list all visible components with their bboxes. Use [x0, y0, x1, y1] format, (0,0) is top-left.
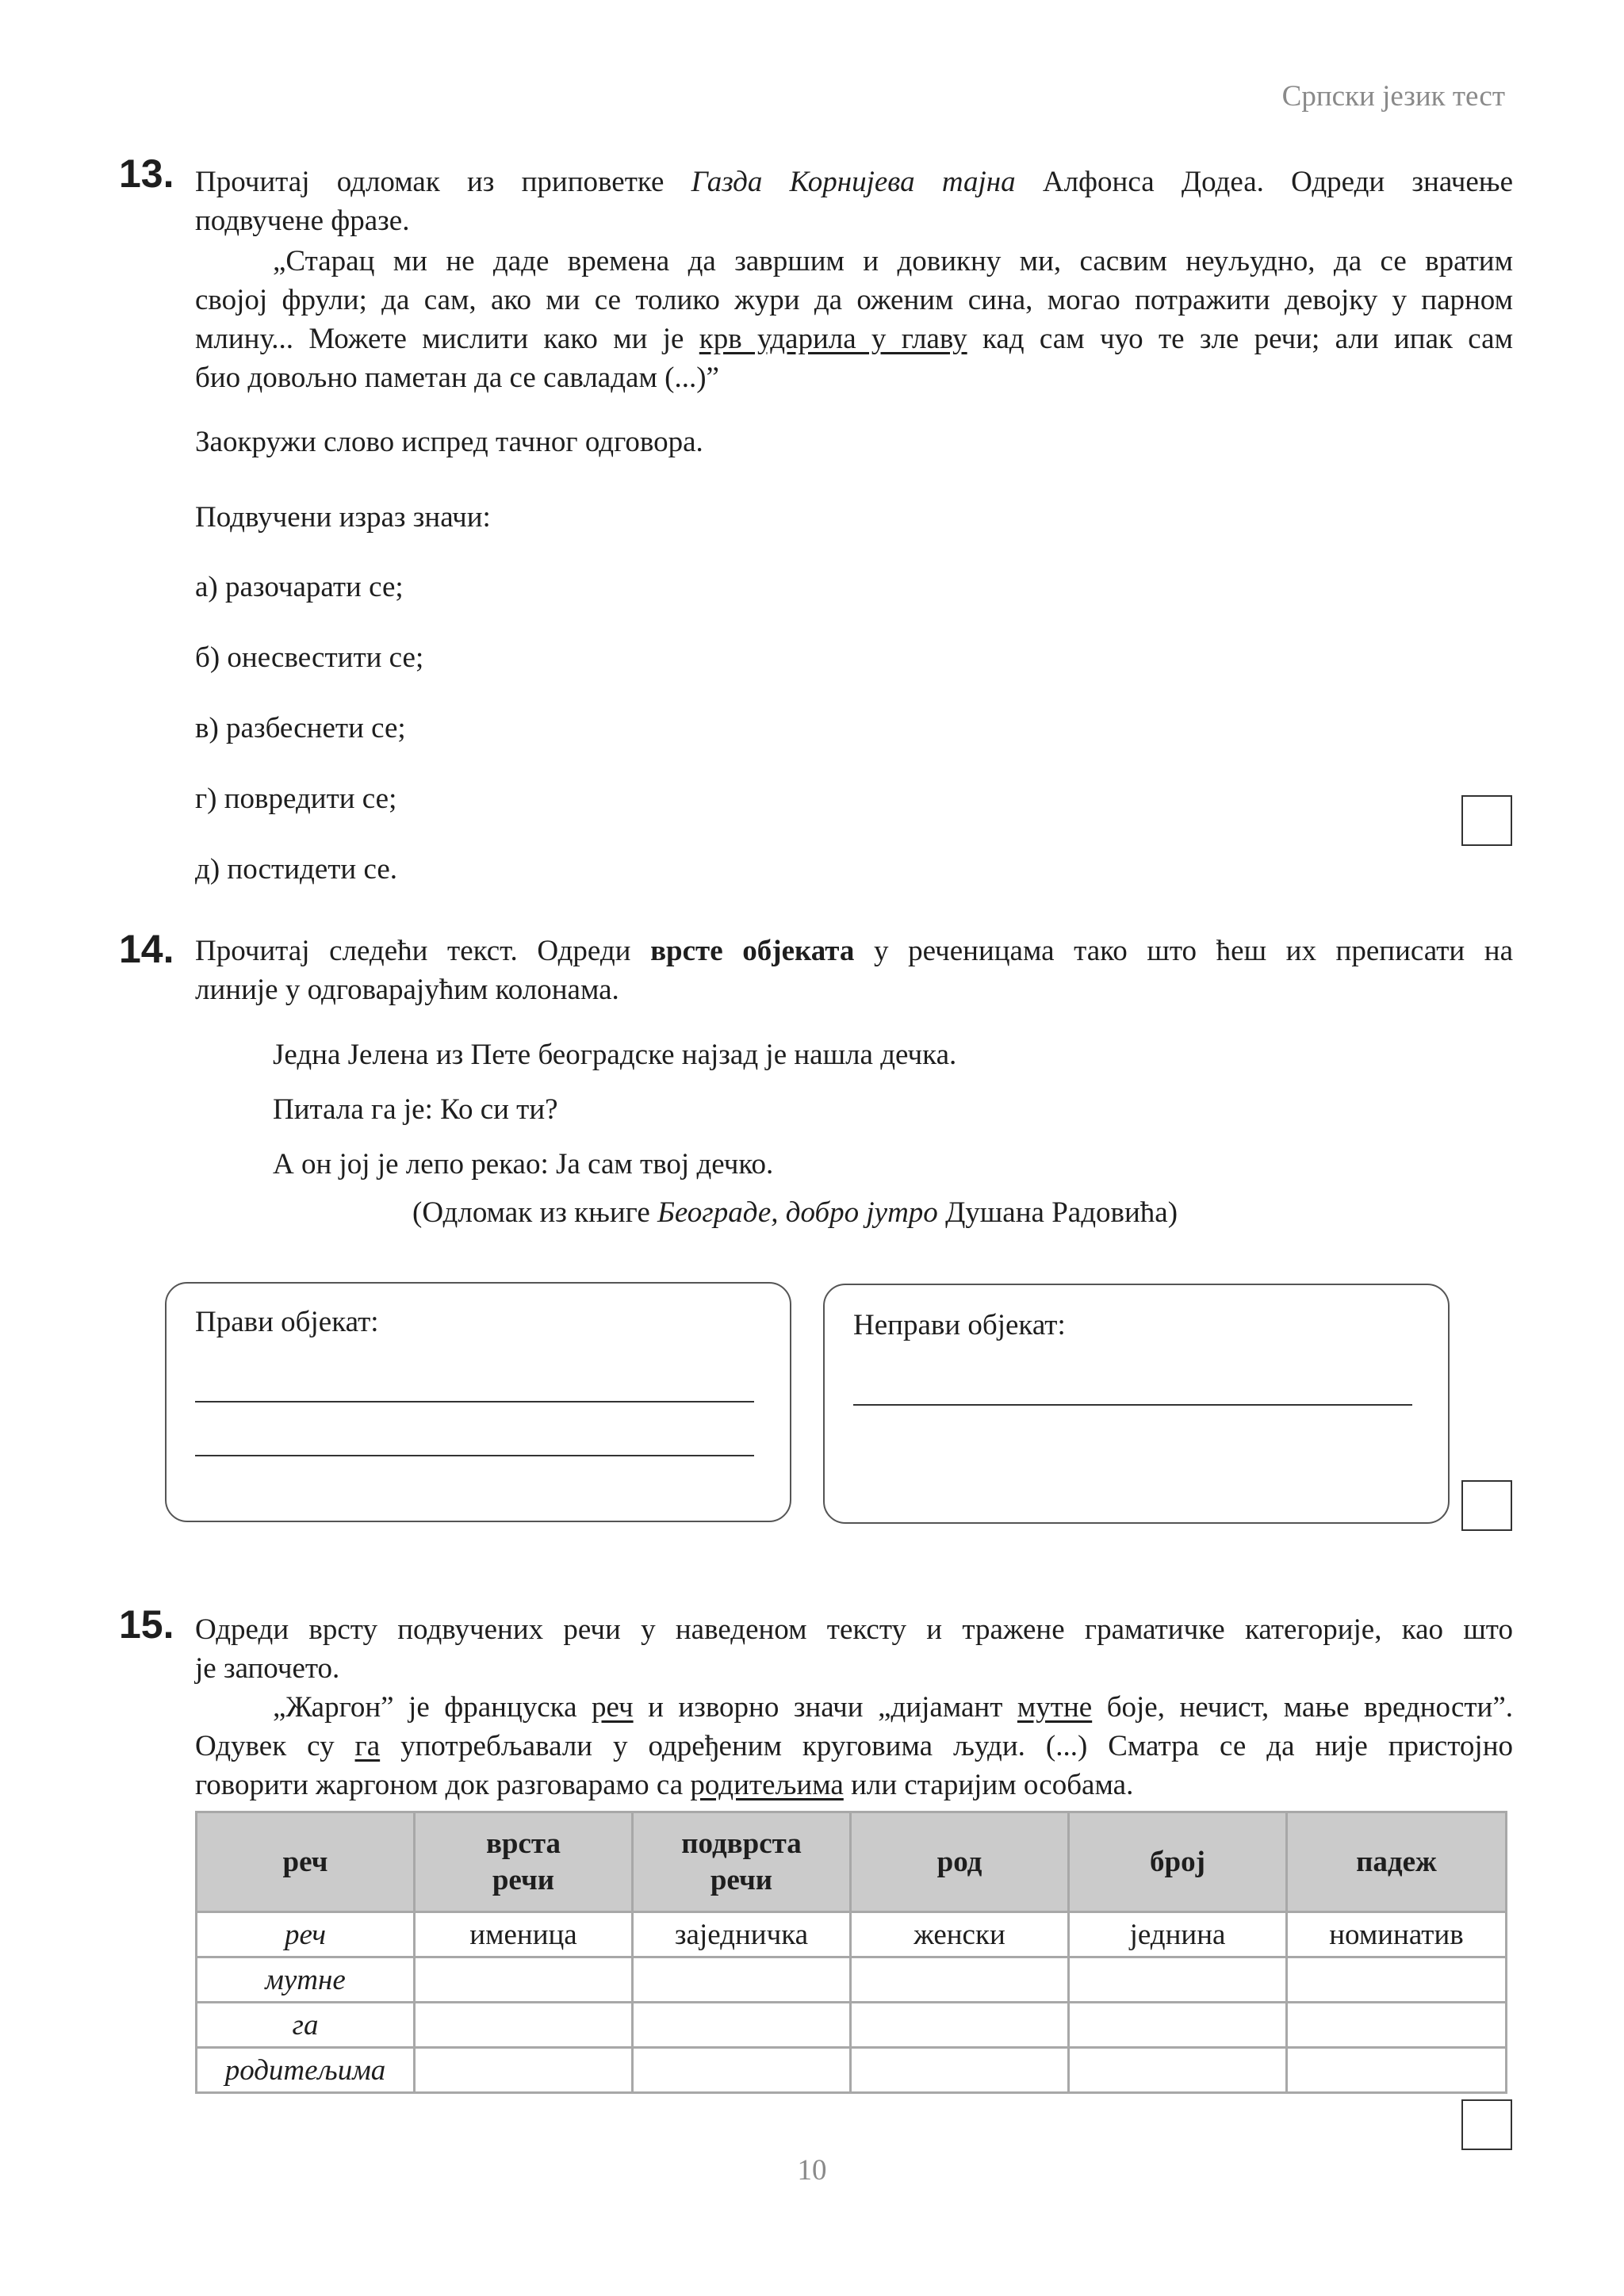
word-cell: мутне: [197, 1957, 415, 2003]
answer-cell[interactable]: [1069, 1957, 1287, 2003]
column-header: број: [1069, 1812, 1287, 1912]
table-cell: номинатив: [1287, 1912, 1507, 1957]
word-cell: родитељима: [197, 2048, 415, 2093]
answer-cell[interactable]: [851, 1957, 1069, 2003]
question-13-prompt-line2: подвучене фразе.: [195, 205, 410, 237]
table-cell: именица: [415, 1912, 633, 1957]
table-row: [197, 2048, 1507, 2093]
table-row: [197, 1957, 1507, 2003]
table-header-row: [197, 1812, 1507, 1912]
direct-object-label: Прави објекат:: [195, 1306, 379, 1338]
question-14-prompt-line2: линије у одговарајућим колонама.: [195, 974, 619, 1006]
question-14-prompt-line1: Прочитај следећи текст. Одреди врсте објеката у реченицама тако што ћеш их преписати на: [195, 935, 1513, 967]
poem-source: (Одломак из књиге Београде, добро јутро Душана Радовића): [412, 1196, 1178, 1229]
passage-line: „Жаргон” је француска реч и изворно значи „дијамант мутне боје, нечист, мање вредности”.: [273, 1691, 1514, 1724]
column-header: врста речи: [415, 1812, 633, 1912]
passage-line: млину... Можете мислити како ми је крв ударила у главу кад сам чуо те зле речи; али ипак сам: [195, 323, 1513, 355]
answer-cell[interactable]: [415, 2048, 633, 2093]
table-row: [197, 1912, 1507, 1957]
answer-cell[interactable]: [1287, 1957, 1507, 2003]
answer-option-b[interactable]: б) онесвестити се;: [195, 641, 424, 674]
page-number: 10: [797, 2154, 827, 2187]
passage-line: „Старац ми не даде времена да завршим и довикну ми, сасвим неуљудно, да се вратим: [273, 245, 1513, 277]
score-box[interactable]: [1461, 2099, 1512, 2150]
answer-cell[interactable]: [415, 1957, 633, 2003]
poem-line: Питала га је: Ко си ти?: [273, 1093, 558, 1126]
answer-cell[interactable]: [1287, 2003, 1507, 2048]
question-14-number: 14.: [119, 927, 174, 971]
answer-line[interactable]: [853, 1404, 1412, 1406]
table-row: [197, 2003, 1507, 2048]
answer-option-d[interactable]: г) повредити се;: [195, 783, 397, 815]
answer-cell[interactable]: [633, 2003, 851, 2048]
table-cell: женски: [851, 1912, 1069, 1957]
question-15-prompt-line2: је започето.: [195, 1652, 340, 1685]
score-box[interactable]: [1461, 1480, 1512, 1531]
question-13-number: 13.: [119, 151, 174, 196]
column-header: подврста речи: [633, 1812, 851, 1912]
score-box[interactable]: [1461, 795, 1512, 846]
passage-line: говорити жаргоном док разговарамо са родитељима или старијим особама.: [195, 1769, 1134, 1801]
answer-line[interactable]: [195, 1401, 754, 1402]
passage-line: Одувек су га употребљавали у одређеним круговима људи. (...) Сматра се да није пристојно: [195, 1730, 1513, 1762]
underlined-phrase: крв ударила у главу: [699, 323, 967, 355]
column-header: падеж: [1287, 1812, 1507, 1912]
indirect-object-label: Неправи објекат:: [853, 1309, 1066, 1341]
poem-line: А он јој је лепо рекао: Ја сам твој дечко.: [273, 1148, 774, 1181]
table-cell: заједничка: [633, 1912, 851, 1957]
story-title: Газда Корнијева тајна: [691, 166, 1016, 198]
running-header: Српски језик тест: [1281, 80, 1505, 113]
answer-cell[interactable]: [633, 2048, 851, 2093]
grammar-table: [195, 1811, 1507, 2094]
indirect-object-box: [823, 1284, 1450, 1524]
answer-line[interactable]: [195, 1455, 754, 1456]
question-15-number: 15.: [119, 1602, 174, 1647]
poem-line: Једна Јелена из Пете београдске најзад је нашла дечка.: [273, 1039, 957, 1071]
answer-cell[interactable]: [851, 2048, 1069, 2093]
answer-cell[interactable]: [1069, 2003, 1287, 2048]
passage-line: био довољно паметан да се савладам (...)”: [195, 362, 719, 394]
table-cell: једнина: [1069, 1912, 1287, 1957]
answer-cell[interactable]: [1069, 2048, 1287, 2093]
answer-cell[interactable]: [1287, 2048, 1507, 2093]
question-13-prompt-line1: Прочитај одломак из приповетке Газда Корнијева тајна Алфонса Додеа. Одреди значење: [195, 166, 1513, 198]
bold-term: врсте објеката: [650, 935, 855, 967]
answer-cell[interactable]: [851, 2003, 1069, 2048]
sub-question: Подвучени израз значи:: [195, 501, 491, 534]
passage-line: својој фрули; да сам, ако ми се толико жури да оженим сина, могао потражити девојку у парном: [195, 284, 1513, 316]
direct-object-box: [165, 1282, 791, 1522]
word-cell: реч: [197, 1912, 415, 1957]
answer-option-a[interactable]: а) разочарати се;: [195, 571, 404, 603]
question-15-prompt-line1: Одреди врсту подвучених речи у наведеном тексту и тражене граматичке категорије, као што: [195, 1613, 1513, 1646]
answer-option-c[interactable]: в) разбеснети се;: [195, 712, 406, 744]
column-header: реч: [197, 1812, 415, 1912]
word-cell: га: [197, 2003, 415, 2048]
column-header: род: [851, 1812, 1069, 1912]
answer-cell[interactable]: [633, 1957, 851, 2003]
answer-cell[interactable]: [415, 2003, 633, 2048]
instruction: Заокружи слово испред тачног одговора.: [195, 426, 703, 458]
answer-option-e[interactable]: д) постидети се.: [195, 853, 398, 886]
